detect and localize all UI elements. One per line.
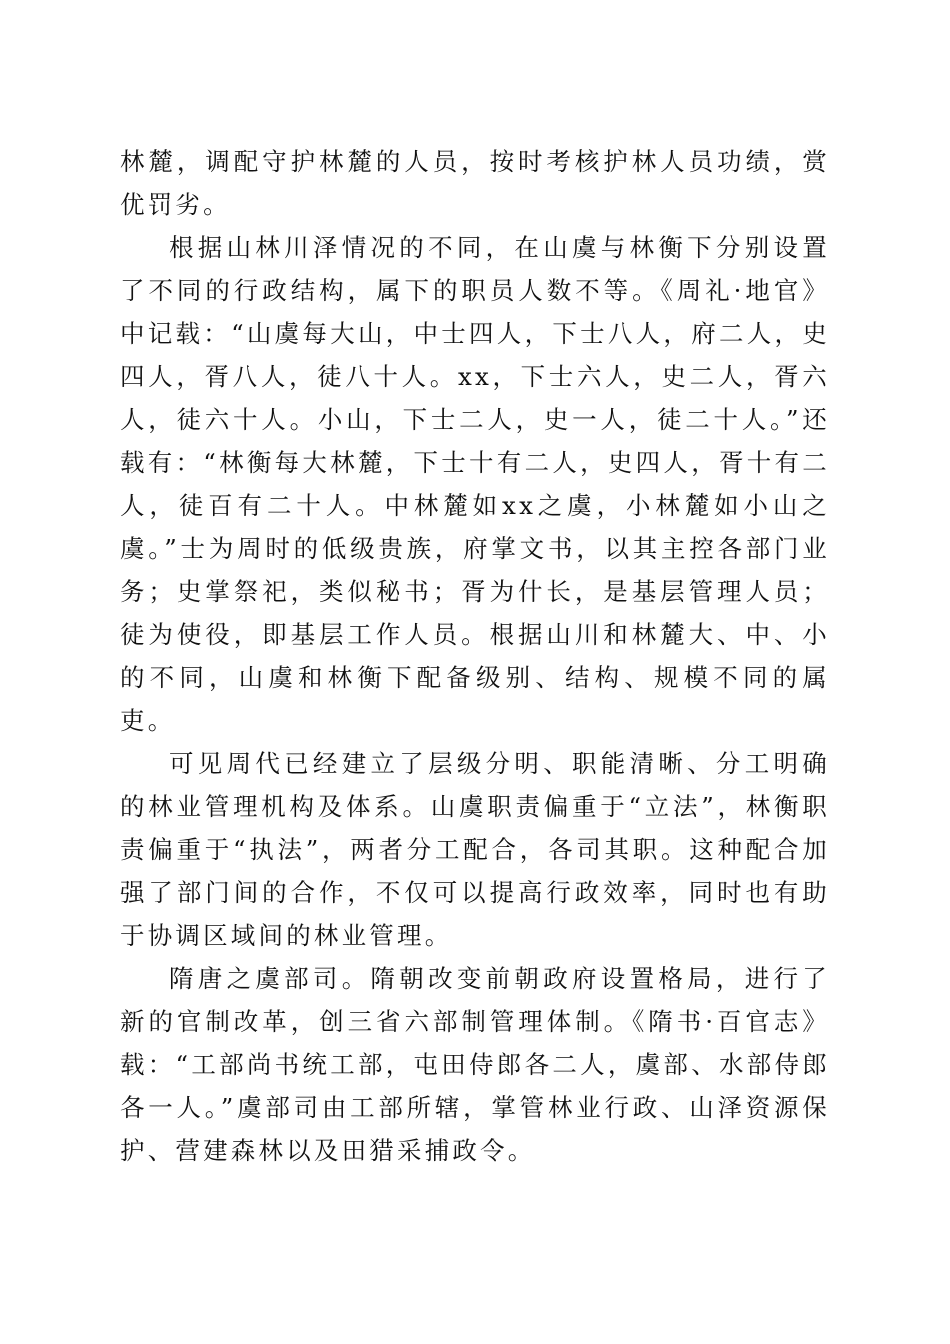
paragraph-zhou-management-system: 可见周代已经建立了层级分明、职能清晰、分工明确的林业管理机构及体系。山虞职责偏重于“立法”，林衡职责偏重于“执法”，两者分工配合，各司其职。这种配合加强了部门间的合作，不仅可以提高行政效率，同时也有助于协调区域间的林业管理。 <box>120 749 830 950</box>
paragraph-continuation: 林麓，调配守护林麓的人员，按时考核护林人员功绩，赏优罚劣。 <box>120 147 830 219</box>
paragraph-sui-tang-yubu: 隋唐之虞部司。隋朝改变前朝政府设置格局，进行了新的官制改革，创三省六部制管理体制。《隋书·百官志》载：“工部尚书统工部，屯田侍郎各二人，虞部、水部侍郎各一人。”虞部司由工部所辖，掌管林业行政、山泽资源保护、营建森林以及田猎采捕政令。 <box>120 964 830 1165</box>
document-body <box>120 140 830 1172</box>
paragraph-administrative-structure: 根据山林川泽情况的不同，在山虞与林衡下分别设置了不同的行政结构，属下的职员人数不等。《周礼·地官》中记载：“山虞每大山，中士四人，下士八人，府二人，史四人，胥八人，徒八十人。xx，下士六人，史二人，胥六人，徒六十人。小山，下士二人，史一人，徒二十人。”还载有：“林衡每大林麓，下士十有二人，史四人，胥十有二人，徒百有二十人。中林麓如xx之虞，小林麓如小山之虞。”士为周时的低级贵族，府掌文书，以其主控各部门业务；史掌祭祀，类似秘书；胥为什长，是基层管理人员；徒为使役，即基层工作人员。根据山川和林麓大、中、小的不同，山虞和林衡下配备级别、结构、规模不同的属吏。 <box>120 233 830 735</box>
